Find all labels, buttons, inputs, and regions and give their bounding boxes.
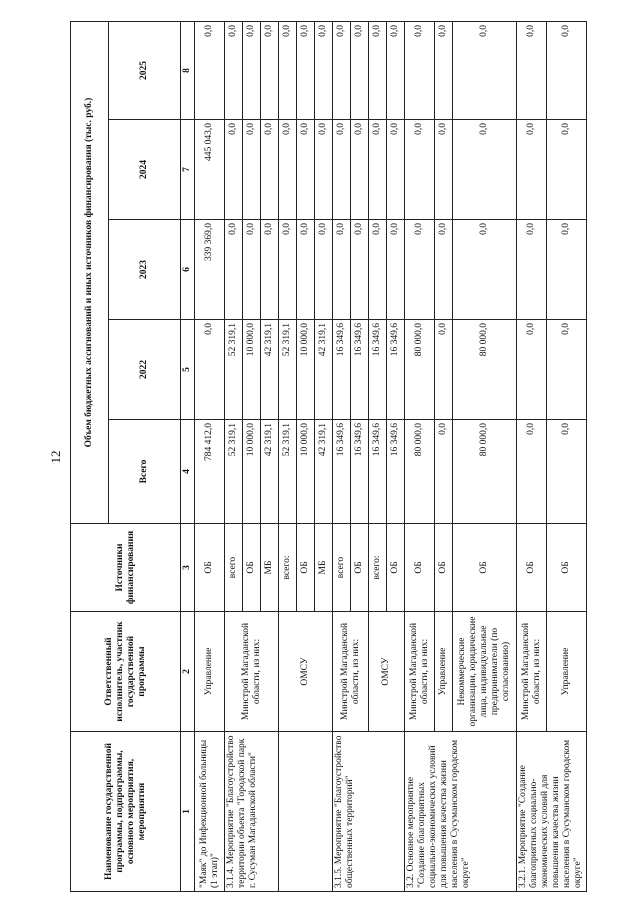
financing-sheet: [70, 22, 630, 892]
value-2022: 0,0: [435, 320, 453, 420]
executor-cell: Минстрой Магаданской области, из них:: [333, 612, 369, 732]
table-row: [405, 21, 435, 891]
header-2024: 2024: [109, 120, 181, 220]
value-2025: 0,0: [225, 21, 243, 119]
executor-cell: Минстрой Магаданской области, из них:: [405, 612, 435, 732]
value-2023: 0,0: [333, 220, 351, 320]
value-2025: 0,0: [195, 21, 225, 119]
source-cell: ОБ: [517, 524, 547, 612]
total-cell: 52 319,1: [225, 420, 243, 524]
value-2025: 0,0: [405, 21, 435, 119]
value-2025: 0,0: [261, 21, 279, 119]
measure-name: 3.1.5. Мероприятие "Благоустройство общественных территорий": [333, 732, 405, 892]
total-cell: 42 319,1: [315, 420, 333, 524]
value-2023: 0,0: [315, 220, 333, 320]
total-cell: 80 000,0: [453, 420, 517, 524]
measure-name: "Маяк" до Инфекционной больницы (1 этап)": [195, 732, 225, 892]
value-2023: 0,0: [405, 220, 435, 320]
total-cell: 0,0: [547, 420, 587, 524]
value-2022: 80 000,0: [405, 320, 435, 420]
empty-name-cell: [279, 732, 333, 892]
column-index: 7: [181, 120, 195, 220]
value-2023: 0,0: [435, 220, 453, 320]
value-2024: 0,0: [369, 120, 387, 220]
value-2022: 42 319,1: [315, 320, 333, 420]
source-cell: ОБ: [453, 524, 517, 612]
table-row: [195, 21, 225, 891]
value-2022: 16 349,6: [333, 320, 351, 420]
header-executor: Ответственный исполнитель, участник государственной программы: [71, 612, 181, 732]
value-2022: 16 349,6: [369, 320, 387, 420]
total-cell: 42 319,1: [261, 420, 279, 524]
value-2023: 0,0: [453, 220, 517, 320]
value-2023: 339 369,0: [195, 220, 225, 320]
value-2022: 80 000,0: [453, 320, 517, 420]
total-cell: 16 349,6: [387, 420, 405, 524]
source-cell: ОБ: [405, 524, 435, 612]
executor-cell: Некоммерческие организации, юридические лица, индивидуальные предприниматели (по согласованию): [453, 612, 517, 732]
value-2023: 0,0: [261, 220, 279, 320]
value-2025: 0,0: [315, 21, 333, 119]
source-cell: ОБ: [435, 524, 453, 612]
value-2024: 0,0: [387, 120, 405, 220]
value-2023: 0,0: [351, 220, 369, 320]
total-cell: 80 000,0: [405, 420, 435, 524]
source-cell: всего:: [369, 524, 387, 612]
value-2023: 0,0: [387, 220, 405, 320]
value-2025: 0,0: [243, 21, 261, 119]
total-cell: 0,0: [517, 420, 547, 524]
header-2025: 2025: [109, 21, 181, 119]
value-2024: 445 043,0: [195, 120, 225, 220]
source-cell: ОБ: [195, 524, 225, 612]
total-cell: 10 000,0: [297, 420, 315, 524]
value-2025: 0,0: [435, 21, 453, 119]
value-2023: 0,0: [279, 220, 297, 320]
value-2025: 0,0: [333, 21, 351, 119]
value-2022: 42 319,1: [261, 320, 279, 420]
value-2023: 0,0: [243, 220, 261, 320]
source-cell: всего: [333, 524, 351, 612]
value-2024: 0,0: [243, 120, 261, 220]
column-index: 3: [181, 524, 195, 612]
source-cell: ОБ: [387, 524, 405, 612]
header-volume: Объем бюджетных ассигнований и иных источников финансирования (тыс. руб.): [71, 21, 109, 523]
value-2025: 0,0: [297, 21, 315, 119]
source-cell: ОБ: [351, 524, 369, 612]
source-cell: всего: [225, 524, 243, 612]
value-2024: 0,0: [333, 120, 351, 220]
total-cell: 0,0: [435, 420, 453, 524]
total-cell: 784 412,0: [195, 420, 225, 524]
source-cell: ОБ: [547, 524, 587, 612]
executor-cell: ОМСУ: [369, 612, 405, 732]
value-2023: 0,0: [517, 220, 547, 320]
value-2024: 0,0: [547, 120, 587, 220]
column-index: 6: [181, 220, 195, 320]
column-index: 5: [181, 320, 195, 420]
financing-table: [70, 21, 587, 892]
executor-cell: Управление: [547, 612, 587, 732]
total-cell: 16 349,6: [351, 420, 369, 524]
header-source: Источники финансирования: [71, 524, 181, 612]
value-2024: 0,0: [279, 120, 297, 220]
header-total: Всего: [109, 420, 181, 524]
value-2023: 0,0: [547, 220, 587, 320]
executor-cell: Минстрой Магаданской области, из них:: [225, 612, 279, 732]
header-name: Наименование государственной программы, подпрограммы, основного мероприятия, мероприятия: [71, 732, 181, 892]
value-2023: 0,0: [369, 220, 387, 320]
value-2022: 0,0: [517, 320, 547, 420]
executor-cell: ОМСУ: [279, 612, 333, 732]
value-2025: 0,0: [453, 21, 517, 119]
value-2022: 52 319,1: [225, 320, 243, 420]
header-2023: 2023: [109, 220, 181, 320]
table-row: [333, 21, 351, 891]
value-2022: 16 349,6: [351, 320, 369, 420]
value-2025: 0,0: [387, 21, 405, 119]
source-cell: МБ: [261, 524, 279, 612]
value-2024: 0,0: [225, 120, 243, 220]
value-2025: 0,0: [279, 21, 297, 119]
value-2023: 0,0: [297, 220, 315, 320]
column-index: 4: [181, 420, 195, 524]
value-2024: 0,0: [351, 120, 369, 220]
total-cell: 16 349,6: [369, 420, 387, 524]
value-2022: 10 000,0: [297, 320, 315, 420]
column-index: 1: [181, 732, 195, 892]
source-cell: ОБ: [297, 524, 315, 612]
table-row: [225, 21, 243, 891]
page-number: 12: [48, 450, 63, 464]
measure-name: 3.1.4. Мероприятие "Благоустройство территории объекта "Городской парк г. Сусуман Магаданской области": [225, 732, 279, 892]
value-2024: 0,0: [261, 120, 279, 220]
value-2025: 0,0: [547, 21, 587, 119]
total-cell: 10 000,0: [243, 420, 261, 524]
value-2024: 0,0: [517, 120, 547, 220]
value-2024: 0,0: [315, 120, 333, 220]
executor-cell: Управление: [435, 612, 453, 732]
value-2024: 0,0: [453, 120, 517, 220]
value-2024: 0,0: [405, 120, 435, 220]
value-2025: 0,0: [517, 21, 547, 119]
source-cell: всего:: [279, 524, 297, 612]
total-cell: 16 349,6: [333, 420, 351, 524]
table-row: [517, 21, 547, 891]
value-2024: 0,0: [297, 120, 315, 220]
value-2025: 0,0: [369, 21, 387, 119]
header-2022: 2022: [109, 320, 181, 420]
measure-name: 3.2. Основное мероприятие "Создание благоприятных социально-экономических условий для повышения качества жизни населения в Сусуманском городском округе": [405, 732, 517, 892]
value-2022: 10 000,0: [243, 320, 261, 420]
column-index: 2: [181, 612, 195, 732]
source-cell: ОБ: [243, 524, 261, 612]
total-cell: 52 319,1: [279, 420, 297, 524]
table-row: [279, 21, 297, 891]
value-2025: 0,0: [351, 21, 369, 119]
measure-name: 3.2.1. Мероприятие "Создание благоприятных социально-экономических условий для повышения качества жизни населения в Сусуманском городском округе": [517, 732, 587, 892]
value-2022: 16 349,6: [387, 320, 405, 420]
source-cell: МБ: [315, 524, 333, 612]
column-index: 8: [181, 21, 195, 119]
value-2022: 0,0: [195, 320, 225, 420]
value-2024: 0,0: [435, 120, 453, 220]
value-2023: 0,0: [225, 220, 243, 320]
value-2022: 0,0: [547, 320, 587, 420]
executor-cell: Управление: [195, 612, 225, 732]
executor-cell: Минстрой Магаданской области, из них:: [517, 612, 547, 732]
value-2022: 52 319,1: [279, 320, 297, 420]
